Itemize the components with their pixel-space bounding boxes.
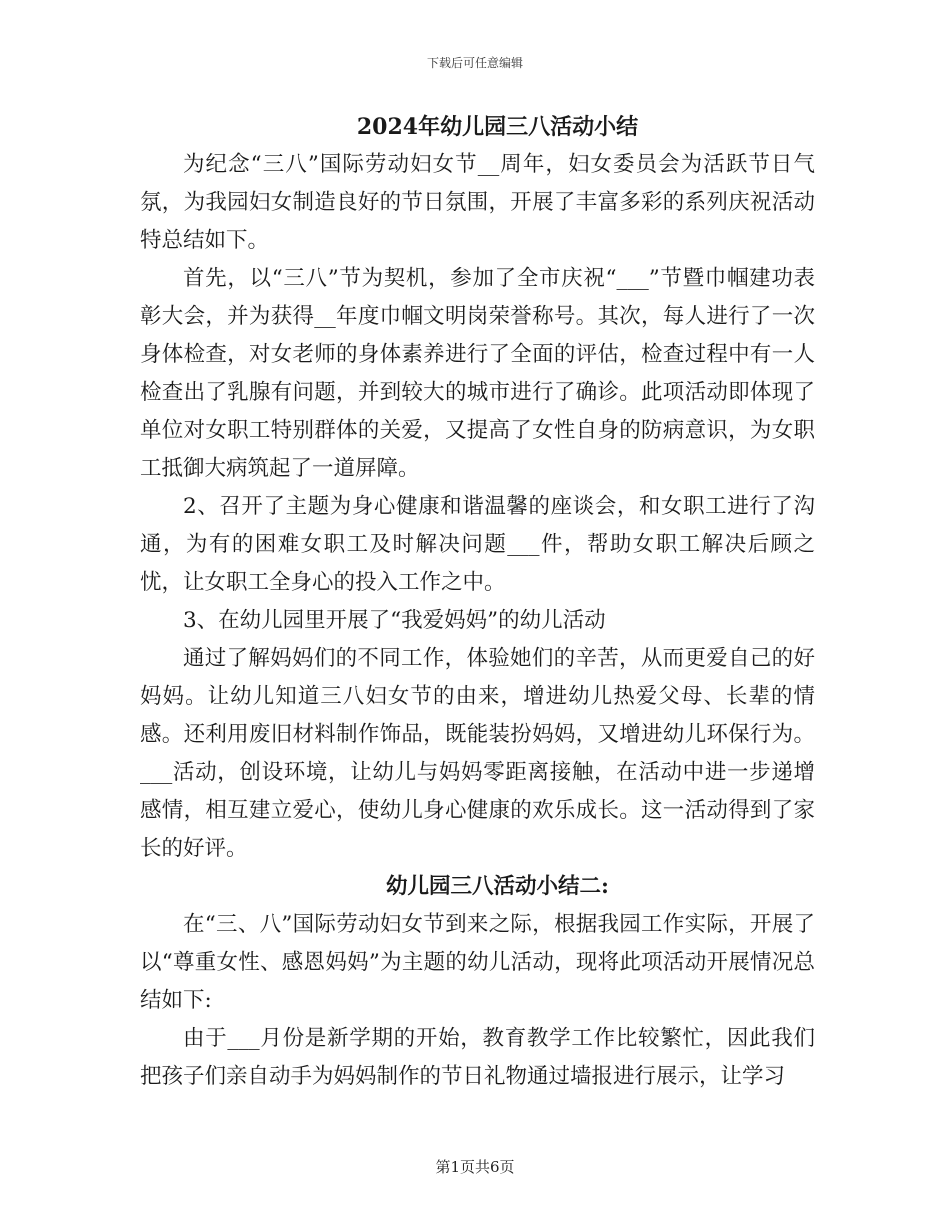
paragraph-item-3: 3、在幼儿园里开展了“我爱妈妈”的幼儿活动	[183, 608, 606, 633]
page-number-footer: 第1页共6页	[435, 1158, 515, 1176]
paragraph-item-2: 2、召开了主题为身心健康和谐温馨的座谈会，和女职工进行了沟通，为有的困难女职工及时解决问题___件，帮助女职工解决后顾之忧，让女职工全身心的投入工作之中。	[140, 494, 815, 595]
paragraph-first: 首先，以“三八”节为契机，参加了全市庆祝“___”节暨巾帼建功表彰大会，并为获得__年度巾帼文明岗荣誉称号。其次，每人进行了一次身体检查，对女老师的身体素养进行了全面的评估，检查过程中有一人检查出了乳腺有问题，并到较大的城市进行了确诊。此项活动即体现了单位对女职工特别群体的关爱，又提高了女性自身的防病意识，为女职工抵御大病筑起了一道屏障。	[140, 266, 815, 481]
page-header-note: 下载后可任意编辑	[426, 56, 523, 70]
paragraph-activity-detail: 通过了解妈妈们的不同工作，体验她们的辛苦，从而更爱自己的好妈妈。让幼儿知道三八妇女节的由来，增进幼儿热爱父母、长辈的情感。还利用废旧材料制作饰品，既能装扮妈妈，又增进幼儿环保行为。___活动，创设环境，让幼儿与妈妈零距离接触，在活动中进一步递增感情，相互建立爱心，使幼儿身心健康的欢乐成长。这一活动得到了家长的好评。	[140, 646, 815, 861]
section2-paragraph-intro: 在“三、八”国际劳动妇女节到来之际，根据我园工作实际，开展了以“尊重女性、感恩妈妈”为主题的幼儿活动，现将此项活动开展情况总结如下:	[140, 912, 815, 1013]
document-title: 2024年幼儿园三八活动小结	[356, 114, 639, 140]
paragraph-intro: 为纪念“三八”国际劳动妇女节__周年，妇女委员会为活跃节日气氛，为我园妇女制造良好的节日氛围，开展了丰富多彩的系列庆祝活动特总结如下。	[140, 152, 815, 253]
section2-title: 幼儿园三八活动小结二:	[386, 874, 609, 899]
document-body	[140, 108, 815, 1096]
section2-paragraph-second: 由于___月份是新学期的开始，教育教学工作比较繁忙，因此我们把孩子们亲自动手为妈妈制作的节日礼物通过墙报进行展示，让学习	[140, 1026, 815, 1089]
